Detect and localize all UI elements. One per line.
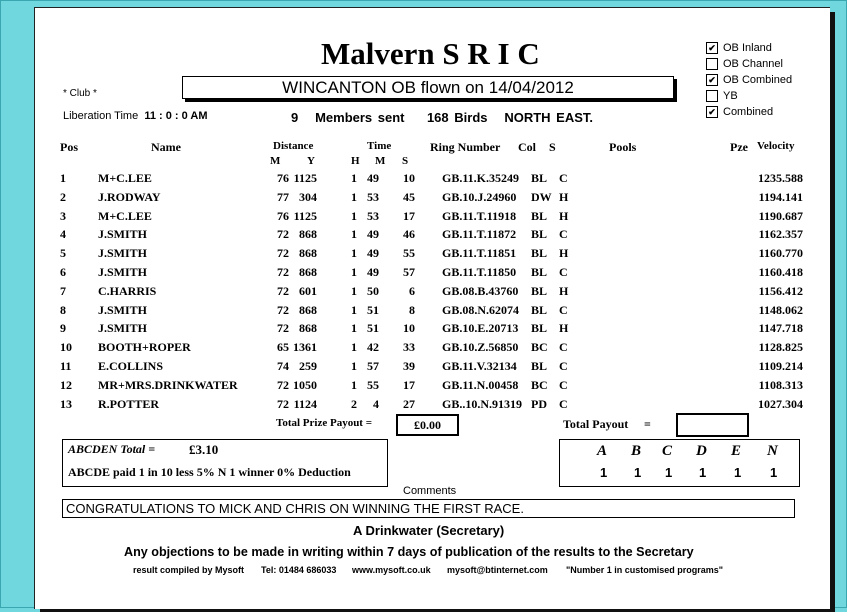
cell-colour: BC	[531, 340, 548, 355]
cell-pos: 1	[60, 171, 66, 185]
cell-colour: BL	[531, 321, 548, 336]
liberation-value: 11 : 0 : 0 AM	[144, 110, 208, 122]
cell-name: M+C.LEE	[98, 171, 152, 185]
cell-distance-yards: 259	[299, 359, 317, 373]
cell-time-hours: 1	[351, 189, 357, 204]
cell-time-minutes: 57	[367, 359, 379, 373]
cell-colour: DW	[531, 189, 552, 204]
cell-distance-yards: 868	[299, 227, 317, 242]
cell-time-minutes: 49	[367, 227, 379, 242]
cell-name: J.SMITH	[98, 227, 148, 242]
cell-sex: C	[559, 227, 568, 242]
cell-colour: BL	[531, 208, 548, 223]
footer-compiled: result compiled by Mysoft	[133, 565, 245, 575]
cell-distance-miles: 72	[277, 283, 289, 298]
cell-pos: 5	[60, 246, 66, 261]
cell-velocity: 1128.825	[758, 340, 803, 355]
cell-sex: C	[559, 396, 568, 411]
checkbox-label: YB	[723, 90, 738, 102]
abcden-total-value: £3.10	[189, 442, 219, 457]
cell-time-hours: 1	[351, 171, 357, 185]
col-header-time-h: H	[351, 155, 360, 167]
pools-summary-box	[559, 439, 800, 487]
col-header-col: Col	[518, 140, 536, 154]
cell-ring-number: GB.10.E.20713	[442, 321, 519, 336]
total-payout-equals: =	[644, 417, 651, 431]
col-header-dist-m: M	[270, 155, 281, 167]
cell-time-minutes: 50	[367, 283, 379, 298]
col-header-dist-y: Y	[307, 155, 315, 167]
table-row	[35, 303, 830, 322]
cell-pos: 6	[60, 265, 66, 279]
table-row	[35, 321, 830, 340]
cell-time-hours: 1	[351, 246, 357, 261]
cell-time-minutes: 49	[367, 171, 379, 185]
cell-velocity: 1156.412	[758, 283, 803, 298]
cell-ring-number: GB.11.T.11918	[442, 208, 517, 223]
secretary: A Drinkwater (Secretary)	[353, 523, 505, 538]
cell-time-minutes: 53	[367, 189, 379, 204]
total-prize-value: £0.00	[414, 418, 441, 432]
cell-ring-number: GB.11.T.11850	[442, 265, 517, 279]
footer-web: www.mysoft.co.uk	[352, 565, 431, 575]
members-label: Members sent	[315, 110, 405, 125]
cell-distance-yards: 868	[299, 302, 317, 317]
comments-text: CONGRATULATIONS TO MICK AND CHRIS ON WINNING THE FIRST RACE.	[66, 501, 524, 516]
abcden-note: ABCDE paid 1 in 10 less 5% N 1 winner 0% Deduction	[68, 465, 351, 479]
cell-colour: PD	[531, 396, 547, 411]
cell-ring-number: GB.10.J.24960	[442, 189, 517, 204]
cell-colour: BL	[531, 283, 548, 298]
pool-value-c: 1	[665, 465, 673, 480]
cell-time-seconds: 8	[409, 302, 415, 317]
cell-time-seconds: 33	[403, 340, 415, 355]
page-title: Malvern S R I C	[321, 36, 540, 71]
pool-letter-n: N	[767, 443, 778, 459]
col-header-sex: S	[549, 140, 556, 154]
col-header-ring: Ring Number	[430, 140, 501, 154]
pool-letter-e: E	[731, 443, 742, 459]
results-page	[34, 7, 830, 609]
cell-name: J.SMITH	[98, 302, 148, 317]
cell-ring-number: GB.11.K.35249	[442, 171, 520, 185]
cell-sex: C	[559, 359, 568, 373]
col-header-time-s: S	[402, 155, 409, 167]
cell-distance-yards: 868	[299, 265, 317, 279]
objections-notice: Any objections to be made in writing within 7 days of publication of the results to the Secretary	[124, 545, 694, 559]
table-row	[35, 359, 830, 378]
cell-name: E.COLLINS	[98, 359, 164, 373]
pool-value-e: 1	[734, 465, 742, 480]
cell-ring-number: GB..10.N.91319	[442, 396, 523, 411]
cell-velocity: 1147.718	[758, 321, 803, 336]
cell-velocity: 1148.062	[758, 302, 803, 317]
cell-pos: 4	[60, 227, 66, 242]
cell-ring-number: GB.08.B.43760	[442, 283, 519, 298]
cell-distance-yards: 304	[299, 189, 317, 204]
col-header-pze: Pze	[730, 140, 748, 154]
club-label: * Club *	[63, 88, 97, 99]
checkbox-label: OB Combined	[723, 74, 793, 86]
col-header-time-m: M	[375, 155, 386, 167]
cell-time-hours: 1	[351, 283, 357, 298]
cell-distance-yards: 868	[299, 321, 317, 336]
cell-time-hours: 1	[351, 359, 357, 373]
cell-distance-miles: 72	[277, 246, 289, 261]
pool-letter-d: D	[696, 443, 707, 459]
cell-colour: BL	[531, 359, 548, 373]
checkbox-combined[interactable]	[706, 106, 773, 118]
pool-value-a: 1	[600, 465, 608, 480]
table-row	[35, 378, 830, 397]
cell-distance-yards: 601	[299, 283, 317, 298]
table-row	[35, 190, 830, 209]
col-header-name: Name	[151, 140, 181, 154]
pool-letter-b: B	[631, 443, 642, 459]
cell-sex: C	[559, 302, 568, 317]
cell-distance-yards: 1050	[293, 377, 317, 392]
cell-time-seconds: 10	[403, 171, 415, 185]
col-header-distance: Distance	[273, 140, 314, 152]
total-payout-label: Total Payout	[563, 417, 629, 431]
cell-name: J.SMITH	[98, 321, 148, 336]
cell-name: J.SMITH	[98, 246, 148, 261]
cell-pos: 10	[60, 340, 72, 355]
cell-time-minutes: 51	[367, 321, 379, 336]
cell-velocity: 1109.214	[758, 359, 803, 373]
cell-sex: C	[559, 340, 568, 355]
cell-name: C.HARRIS	[98, 283, 157, 298]
comments-box	[62, 499, 795, 518]
cell-time-seconds: 17	[403, 208, 415, 223]
footer-email: mysoft@btinternet.com	[447, 565, 548, 575]
direction: NORTH EAST.	[504, 110, 594, 125]
cell-time-seconds: 17	[403, 377, 415, 392]
checkbox-label: OB Channel	[723, 58, 783, 70]
cell-colour: BL	[531, 227, 548, 242]
checkbox-label: OB Inland	[723, 42, 772, 54]
footer-tel: Tel: 01484 686033	[261, 565, 337, 575]
table-row	[35, 246, 830, 265]
cell-name: J.RODWAY	[98, 189, 161, 204]
cell-sex: H	[559, 321, 569, 336]
col-header-pools: Pools	[609, 140, 637, 154]
cell-time-hours: 1	[351, 321, 357, 336]
cell-colour: BL	[531, 302, 548, 317]
cell-distance-yards: 1361	[293, 340, 317, 355]
pool-value-n: 1	[770, 465, 778, 480]
cell-sex: H	[559, 246, 569, 261]
cell-distance-miles: 72	[277, 265, 289, 279]
cell-sex: H	[559, 283, 569, 298]
cell-distance-miles: 65	[277, 340, 289, 355]
cell-distance-yards: 1124	[293, 396, 317, 411]
total-payout-box	[676, 413, 749, 437]
cell-pos: 13	[60, 396, 72, 411]
checkbox-box[interactable]	[706, 58, 718, 70]
cell-distance-miles: 76	[277, 208, 289, 223]
cell-distance-miles: 72	[277, 302, 289, 317]
cell-velocity: 1108.313	[758, 377, 803, 392]
cell-distance-miles: 72	[277, 377, 289, 392]
cell-sex: H	[559, 189, 569, 204]
abcden-total-label: ABCDEN Total =	[68, 442, 156, 456]
race-title: WINCANTON OB flown on 14/04/2012	[282, 78, 574, 97]
cell-velocity: 1194.141	[758, 189, 803, 204]
pool-letter-c: C	[662, 443, 673, 459]
checkbox-ob-combined[interactable]	[706, 74, 792, 86]
checkbox-ob-inland[interactable]	[706, 42, 772, 54]
table-row	[35, 171, 830, 190]
cell-time-seconds: 46	[403, 227, 415, 242]
cell-pos: 11	[60, 359, 72, 373]
liberation-time	[63, 110, 208, 122]
cell-time-seconds: 55	[403, 246, 415, 261]
cell-time-seconds: 6	[409, 283, 415, 298]
cell-pos: 9	[60, 321, 66, 336]
cell-velocity: 1162.357	[758, 227, 803, 242]
cell-name: J.SMITH	[98, 265, 148, 279]
table-row	[35, 265, 830, 284]
liberation-label: Liberation Time	[63, 110, 139, 122]
cell-time-seconds: 39	[403, 359, 415, 373]
cell-colour: BL	[531, 171, 548, 185]
comments-label: Comments	[403, 485, 457, 497]
table-row	[35, 209, 830, 228]
cell-name: R.POTTER	[98, 396, 160, 411]
pool-value-b: 1	[634, 465, 642, 480]
cell-ring-number: GB.10.Z.56850	[442, 340, 519, 355]
cell-distance-miles: 76	[277, 171, 289, 185]
cell-time-seconds: 27	[403, 396, 415, 411]
cell-time-minutes: 55	[367, 377, 379, 392]
cell-velocity: 1160.418	[758, 265, 803, 279]
checkbox-label: Combined	[723, 106, 774, 118]
cell-time-minutes: 53	[367, 208, 379, 223]
cell-sex: C	[559, 171, 568, 185]
cell-ring-number: GB.11.T.11851	[442, 246, 517, 261]
cell-time-hours: 1	[351, 302, 357, 317]
col-header-pos: Pos	[60, 140, 78, 154]
cell-velocity: 1235.588	[758, 171, 803, 185]
members-summary	[291, 110, 593, 125]
checkbox-box[interactable]: ✔	[706, 74, 718, 86]
cell-velocity: 1160.770	[758, 246, 803, 261]
cell-distance-miles: 74	[277, 359, 289, 373]
footer-slogan: "Number 1 in customised programs"	[566, 565, 724, 575]
cell-sex: C	[559, 377, 568, 392]
cell-colour: BL	[531, 265, 548, 279]
cell-ring-number: GB.11.V.32134	[442, 359, 517, 373]
cell-name: BOOTH+ROPER	[98, 340, 191, 355]
cell-time-minutes: 4	[373, 396, 379, 411]
cell-pos: 3	[60, 208, 66, 223]
checkbox-box[interactable]: ✔	[706, 106, 718, 118]
checkbox-yb[interactable]	[706, 90, 738, 102]
cell-distance-yards: 868	[299, 246, 317, 261]
table-row	[35, 340, 830, 359]
cell-time-seconds: 57	[403, 265, 415, 279]
cell-pos: 12	[60, 377, 72, 392]
cell-ring-number: GB.11.N.00458	[442, 377, 519, 392]
col-header-time: Time	[367, 140, 392, 152]
cell-pos: 7	[60, 283, 66, 298]
cell-distance-miles: 72	[277, 321, 289, 336]
cell-sex: C	[559, 265, 568, 279]
cell-time-seconds: 10	[403, 321, 415, 336]
cell-time-minutes: 42	[367, 340, 379, 355]
members-count: 9	[291, 110, 299, 125]
total-prize-label: Total Prize Payout =	[276, 417, 372, 429]
checkbox-box[interactable]	[706, 90, 718, 102]
table-row	[35, 227, 830, 246]
cell-time-hours: 2	[351, 396, 357, 411]
cell-distance-yards: 1125	[293, 208, 317, 223]
cell-distance-miles: 77	[277, 189, 289, 204]
race-title-box	[182, 76, 674, 99]
table-row	[35, 284, 830, 303]
cell-time-seconds: 45	[403, 189, 415, 204]
cell-ring-number: GB.08.N.62074	[442, 302, 520, 317]
pool-value-d: 1	[699, 465, 707, 480]
cell-velocity: 1190.687	[758, 208, 803, 223]
birds-count: 168 Birds	[426, 110, 488, 125]
cell-colour: BC	[531, 377, 548, 392]
cell-velocity: 1027.304	[758, 396, 803, 411]
total-prize-box	[396, 414, 459, 436]
cell-time-hours: 1	[351, 227, 357, 242]
cell-time-minutes: 49	[367, 265, 379, 279]
checkbox-ob-channel[interactable]	[706, 58, 783, 70]
cell-time-hours: 1	[351, 208, 357, 223]
cell-time-minutes: 49	[367, 246, 379, 261]
cell-distance-miles: 72	[277, 396, 289, 411]
cell-name: M+C.LEE	[98, 208, 152, 223]
cell-colour: BL	[531, 246, 548, 261]
cell-distance-yards: 1125	[293, 171, 317, 185]
cell-pos: 8	[60, 302, 66, 317]
col-header-velocity: Velocity	[757, 140, 795, 152]
cell-time-hours: 1	[351, 340, 357, 355]
checkbox-box[interactable]: ✔	[706, 42, 718, 54]
cell-pos: 2	[60, 189, 66, 204]
cell-time-hours: 1	[351, 265, 357, 279]
cell-distance-miles: 72	[277, 227, 289, 242]
cell-sex: H	[559, 208, 569, 223]
pool-letter-a: A	[597, 443, 608, 459]
cell-name: MR+MRS.DRINKWATER	[98, 377, 238, 392]
cell-ring-number: GB.11.T.11872	[442, 227, 517, 242]
cell-time-hours: 1	[351, 377, 357, 392]
cell-time-minutes: 51	[367, 302, 379, 317]
